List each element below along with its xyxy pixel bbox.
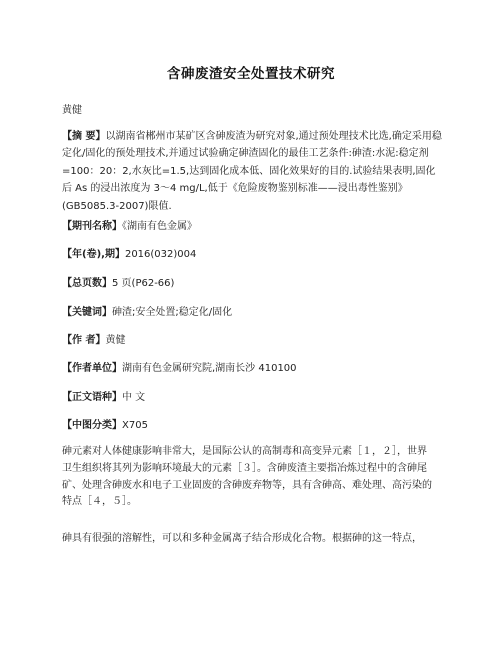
author-name: 黄健 <box>62 105 82 116</box>
abstract-label: 【摘 要】 <box>62 131 106 142</box>
keywords-field <box>62 304 444 321</box>
pages-value: 5 页(P62-66) <box>112 278 175 289</box>
journal-field <box>62 218 444 235</box>
classification-label: 【中图分类】 <box>62 420 122 431</box>
author-value: 黄健 <box>105 335 126 346</box>
journal-label: 【期刊名称】 <box>62 221 122 232</box>
year-field <box>62 246 444 263</box>
keywords-value: 砷渣;安全处置;稳定化/固化 <box>112 307 233 318</box>
author-label: 【作 者】 <box>62 335 106 346</box>
author-field <box>62 332 444 349</box>
language-label: 【正文语种】 <box>62 392 122 403</box>
pages-label: 【总页数】 <box>62 278 112 289</box>
year-label: 【年(卷),期】 <box>62 249 125 260</box>
abstract-section <box>62 128 444 215</box>
classification-field <box>62 417 444 434</box>
affiliation-value: 湖南有色金属研究院,湖南长沙 410100 <box>122 363 297 374</box>
body-paragraph: 砷具有很强的溶解性，可以和多种金属离子结合形成化合物。根据砷的这一特点， <box>62 533 422 544</box>
language-value: 中 文 <box>122 392 146 403</box>
document-title: 含砷废渣安全处置技术研究 <box>167 66 335 82</box>
affiliation-label: 【作者单位】 <box>62 363 122 374</box>
abstract-text: 以湖南省郴州市某矿区含砷废渣为研究对象,通过预处理技术比选,确定采用稳定化/固化的预处理技术,并通过试验确定砷渣固化的最佳工艺条件:砷渣:水泥:稳定剂=100：20：2,水灰比=1.5,达到固化成本低、固化效果好的目的.试验结果表明,固化后 As 的浸出浓度为 3～4 mg/L,低于《危险废物鉴别标准——浸出毒性鉴别》(GB5085.3-2007)限值. <box>62 131 442 212</box>
journal-value: 《湖南有色金属》 <box>122 221 197 232</box>
language-field <box>62 389 444 406</box>
body-paragraph: 砷元素对人体健康影响非常大，是国际公认的高制毒和高变异元素［１，２］，世界卫生组织将其列为影响环境最大的元素［３］。含砷废渣主要指冶炼过程中的含砷尾矿、处理含砷废水和电子工业固废的含砷废弃物等，具有含砷高、难处理、高污染的特点［４，５］。 <box>62 446 432 508</box>
affiliation-field <box>62 360 444 377</box>
keywords-label: 【关键词】 <box>62 307 112 318</box>
year-value: 2016(032)004 <box>124 249 197 260</box>
classification-value: X705 <box>122 420 148 431</box>
pages-field <box>62 275 444 292</box>
